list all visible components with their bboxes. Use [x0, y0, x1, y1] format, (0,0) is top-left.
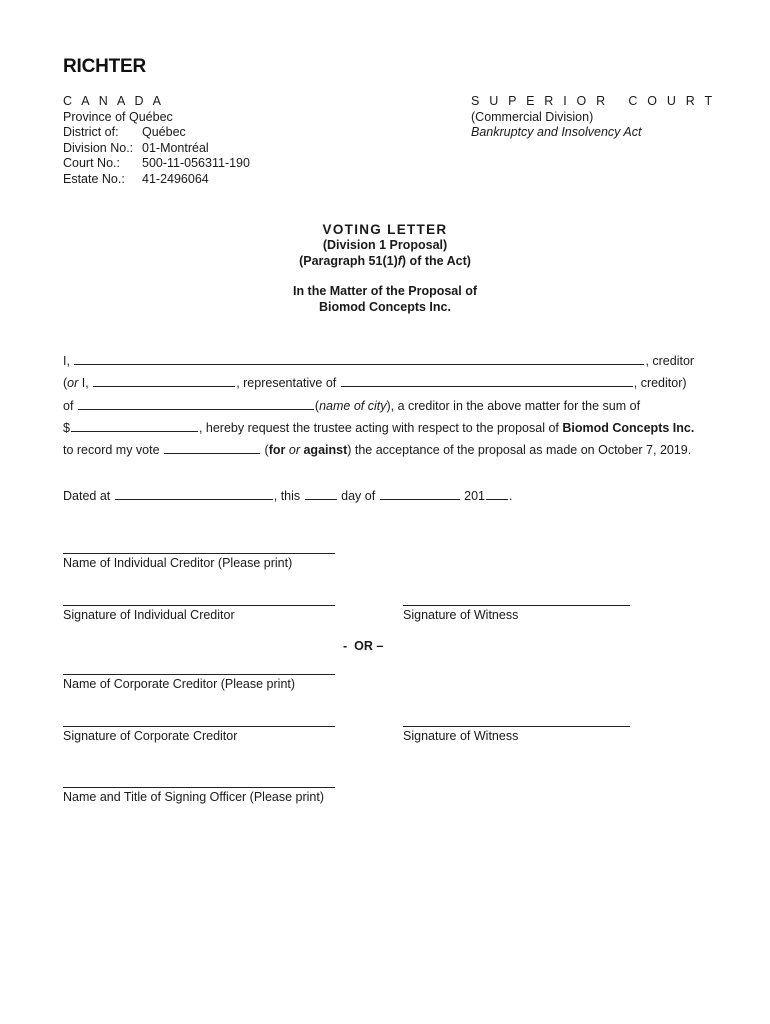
- witness-2-caption: Signature of Witness: [403, 729, 519, 743]
- dollar-sign: $: [63, 421, 70, 435]
- city-open: (: [314, 399, 320, 413]
- individual-name-caption: Name of Individual Creditor (Please print): [63, 556, 293, 570]
- dated-place-field[interactable]: [115, 487, 273, 500]
- city-field[interactable]: [78, 397, 314, 410]
- matter-line-1: In the Matter of the Proposal of: [292, 284, 478, 298]
- day-of-label: day of: [341, 489, 376, 503]
- witness-2-signature-line[interactable]: [403, 726, 630, 727]
- of-label: of: [63, 399, 74, 413]
- amount-rest: , hereby request the trustee acting with respect to the proposal of: [198, 421, 563, 435]
- amount-field[interactable]: [71, 419, 198, 432]
- creditor-prefix: I,: [63, 354, 70, 368]
- district-value: Québec: [142, 125, 186, 140]
- city-rest: ), a creditor in the above matter for the sum of: [386, 399, 641, 413]
- officer-name-caption: Name and Title of Signing Officer (Please print): [63, 790, 325, 804]
- vote-line: [63, 441, 691, 457]
- day-field[interactable]: [305, 487, 337, 500]
- company-name: Biomod Concepts Inc.: [562, 421, 695, 435]
- court-act: Bankruptcy and Insolvency Act: [471, 125, 642, 140]
- court-row: [63, 156, 250, 172]
- dated-period: .: [509, 489, 513, 503]
- represented-creditor-field[interactable]: [341, 374, 633, 387]
- court-name: S U P E R I O R C O U R T: [471, 94, 716, 108]
- individual-name-line[interactable]: [63, 553, 335, 554]
- officer-name-line[interactable]: [63, 787, 335, 788]
- estate-row: [63, 172, 250, 188]
- subtitle-2-italic: f: [397, 254, 402, 268]
- amount-line: [63, 419, 694, 435]
- division-row: [63, 141, 250, 157]
- rep-or: or: [67, 376, 79, 390]
- vote-against: against: [303, 443, 348, 457]
- court-division: (Commercial Division): [471, 109, 594, 124]
- division-value: 01-Montréal: [142, 140, 209, 155]
- or-separator: - OR –: [343, 639, 384, 653]
- dated-line: [63, 487, 513, 503]
- corporate-name-caption: Name of Corporate Creditor (Please print): [63, 677, 296, 691]
- vote-or: or: [288, 443, 300, 457]
- creditor-name-field[interactable]: [74, 352, 644, 365]
- month-field[interactable]: [380, 487, 460, 500]
- rep-mid: , representative of: [236, 376, 337, 390]
- district-label: District of:: [63, 125, 119, 140]
- individual-signature-line[interactable]: [63, 605, 335, 606]
- witness-1-caption: Signature of Witness: [403, 608, 519, 622]
- country: C A N A D A: [63, 94, 165, 108]
- document-subtitle-2: [0, 254, 770, 268]
- document-subtitle-1: (Division 1 Proposal): [322, 238, 448, 252]
- estate-value: 41-2496064: [142, 171, 209, 186]
- richter-logo: RICHTER: [63, 56, 147, 77]
- subtitle-2-prefix: (Paragraph 51(1): [299, 254, 398, 268]
- dated-at-label: Dated at: [63, 489, 111, 503]
- city-line: [63, 397, 640, 413]
- document-title: VOTING LETTER: [322, 222, 448, 237]
- estate-label: Estate No.:: [63, 171, 125, 186]
- court-value: 500-11-056311-190: [142, 156, 250, 171]
- corporate-signature-line[interactable]: [63, 726, 335, 727]
- vote-field[interactable]: [164, 441, 260, 454]
- district-row: [63, 125, 250, 141]
- division-label: Division No.:: [63, 140, 134, 155]
- vote-label: to record my vote: [63, 443, 160, 457]
- matter-line-2: Biomod Concepts Inc.: [319, 300, 451, 314]
- vote-rest: ) the acceptance of the proposal as made on October 7, 2019.: [347, 443, 692, 457]
- year-prefix: 201: [464, 489, 486, 503]
- vote-for: for: [268, 443, 286, 457]
- court-label: Court No.:: [63, 156, 120, 171]
- representative-line: [63, 374, 687, 390]
- court-block: [471, 94, 715, 141]
- representative-name-field[interactable]: [93, 374, 235, 387]
- creditor-suffix: , creditor: [645, 354, 695, 368]
- city-hint: name of city: [319, 399, 387, 413]
- rep-end: , creditor): [633, 376, 687, 390]
- year-field[interactable]: [486, 487, 508, 500]
- witness-1-signature-line[interactable]: [403, 605, 630, 606]
- this-label: , this: [273, 489, 301, 503]
- corporate-name-line[interactable]: [63, 674, 335, 675]
- individual-signature-caption: Signature of Individual Creditor: [63, 608, 235, 622]
- vote-open: (: [264, 443, 269, 457]
- corporate-signature-caption: Signature of Corporate Creditor: [63, 729, 238, 743]
- jurisdiction-block: [63, 94, 250, 188]
- subtitle-2-suffix: ) of the Act): [401, 254, 471, 268]
- province: Province of Québec: [63, 109, 173, 124]
- rep-i: I,: [78, 376, 89, 390]
- creditor-line: [63, 352, 694, 368]
- rep-open: (: [63, 376, 68, 390]
